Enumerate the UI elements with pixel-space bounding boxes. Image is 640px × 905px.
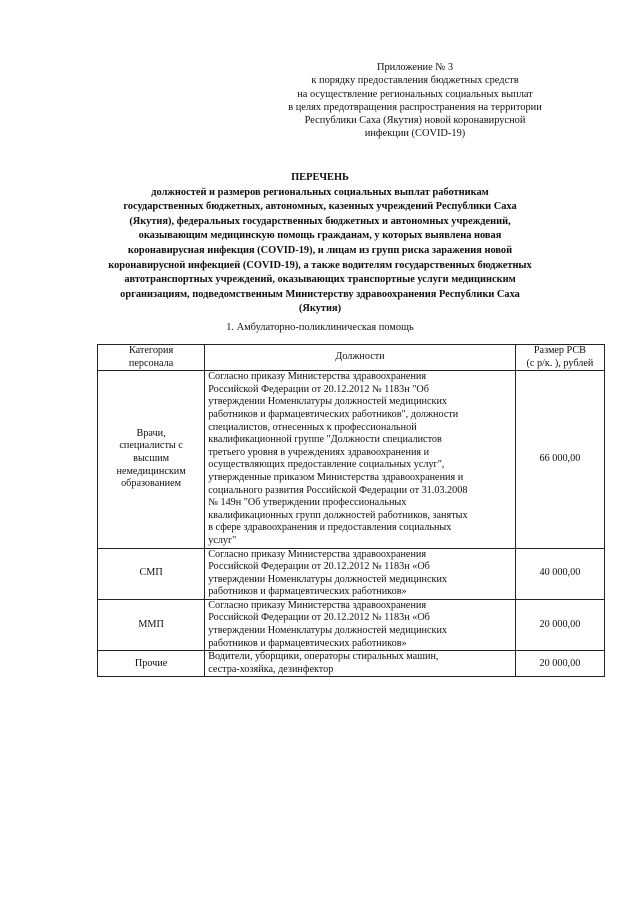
positions-line: работников и фармацевтических работников» xyxy=(208,586,407,598)
section-title: 1. Амбулаторно-поликлиническая помощь xyxy=(226,322,414,333)
table-row xyxy=(98,651,605,677)
positions-line: утвержденные приказом Министерства здравоохранения и xyxy=(208,471,464,483)
amount-cell: 20 000,00 xyxy=(515,599,604,650)
positions-cell xyxy=(205,548,516,599)
amount-cell: 40 000,00 xyxy=(515,548,604,599)
header-amount-line: Размер РСВ xyxy=(533,345,586,356)
appendix-line: Приложение № 3 xyxy=(376,62,454,73)
category-cell xyxy=(98,599,205,650)
title-line: должностей и размеров региональных социальных выплат работникам xyxy=(151,186,489,198)
title-line: государственных бюджетных, автономных, казенных учреждений Республики Саха xyxy=(123,201,517,213)
positions-cell xyxy=(205,599,516,650)
positions-line: работников и фармацевтических работников", должности xyxy=(208,408,459,420)
payments-table xyxy=(97,344,605,677)
table-row xyxy=(98,599,605,650)
category-line: высшим xyxy=(133,453,170,465)
positions-line: утверждении Номенклатуры должностей медицинских xyxy=(208,573,448,585)
category-line: Прочие xyxy=(134,657,168,669)
title-line: оказывающим медицинскую помощь гражданам, у которых выявлена новая xyxy=(138,230,502,242)
appendix-line: Республики Саха (Якутия) новой коронавирусной xyxy=(304,115,526,127)
title-line: (Якутия) xyxy=(298,303,342,315)
title-line: коронавирусной инфекцией (COVID-19), а также водителям государственных бюджетных xyxy=(108,259,532,271)
category-line: Врачи, xyxy=(136,427,166,439)
category-line: образованием xyxy=(121,478,182,490)
category-line: специалисты с xyxy=(119,440,183,452)
table-header-row xyxy=(98,345,605,371)
positions-line: услуг" xyxy=(208,534,237,546)
title-heading: ПЕРЕЧЕНЬ xyxy=(291,172,349,183)
positions-line: третьего уровня в учреждениях здравоохранения и xyxy=(208,446,430,458)
positions-line: № 149н "Об утверждении профессиональных xyxy=(208,497,407,509)
positions-line: осуществляющих предоставление социальных услуг", xyxy=(208,459,445,471)
appendix-header xyxy=(250,61,580,141)
table-row xyxy=(98,548,605,599)
header-positions xyxy=(205,345,516,371)
title-line: организациям, подведомственным Министерству здравоохранения Республики Саха xyxy=(120,288,520,300)
positions-line: Российской Федерации от 20.12.2012 № 1183н «Об xyxy=(208,612,430,624)
appendix-line: в целях предотвращения распространения на территории xyxy=(288,101,542,113)
title-line: (Якутия), федеральных государственных бюджетных и автономных учреждений, xyxy=(129,215,511,227)
document-title xyxy=(100,171,540,317)
table-row xyxy=(98,371,605,548)
positions-cell xyxy=(205,371,516,548)
positions-line: Российской Федерации от 20.12.2012 № 1183н "Об xyxy=(208,383,429,395)
amount-cell: 66 000,00 xyxy=(515,371,604,548)
positions-line: социального развития Российской Федерации от 31.03.2008 xyxy=(208,484,468,496)
positions-line: работников и фармацевтических работников» xyxy=(208,637,407,649)
positions-line: Водители, уборщики, операторы стиральных машин, xyxy=(208,651,439,663)
category-cell xyxy=(98,651,205,677)
appendix-line: инфекции (COVID-19) xyxy=(364,128,466,140)
title-line: автотранспортных учреждений, оказывающих транспортные услуги медицинским xyxy=(124,274,516,286)
category-cell xyxy=(98,371,205,548)
positions-line: квалификационных групп должностей работников, занятых xyxy=(208,509,468,521)
positions-line: Согласно приказу Министерства здравоохранения xyxy=(208,599,427,611)
positions-line: Согласно приказу Министерства здравоохранения xyxy=(208,548,427,560)
positions-line: Согласно приказу Министерства здравоохранения xyxy=(208,371,427,383)
appendix-line: на осуществление региональных социальных выплат xyxy=(297,88,533,100)
title-line: коронавирусная инфекция (COVID-19), и лицам из групп риска заражения новой xyxy=(127,244,513,256)
category-cell xyxy=(98,548,205,599)
positions-line: квалификационной группе "Должности специалистов xyxy=(208,434,442,446)
category-line: СМП xyxy=(139,567,163,579)
header-amount-line: (с р/к. ), рублей xyxy=(526,357,594,369)
category-line: немедицинским xyxy=(116,465,186,477)
positions-cell xyxy=(205,651,516,677)
header-positions-label: Должности xyxy=(335,351,385,363)
appendix-line: к порядку предоставления бюджетных средств xyxy=(311,75,519,87)
positions-line: утверждении Номенклатуры должностей медицинских xyxy=(208,625,448,637)
header-category-line: персонала xyxy=(128,357,174,369)
amount-cell: 20 000,00 xyxy=(515,651,604,677)
positions-line: Российской Федерации от 20.12.2012 № 1183н «Об xyxy=(208,561,430,573)
positions-line: утверждении Номенклатуры должностей медицинских xyxy=(208,396,448,408)
positions-line: сестра-хозяйка, дезинфектор xyxy=(208,663,334,675)
positions-line: специалистов, отнесенных к профессиональной xyxy=(208,421,417,433)
positions-line: в сфере здравоохранения и предоставления социальных xyxy=(208,522,452,534)
header-category xyxy=(98,345,205,371)
category-line: ММП xyxy=(138,618,164,630)
header-amount xyxy=(515,345,604,371)
header-category-line: Категория xyxy=(129,345,174,356)
